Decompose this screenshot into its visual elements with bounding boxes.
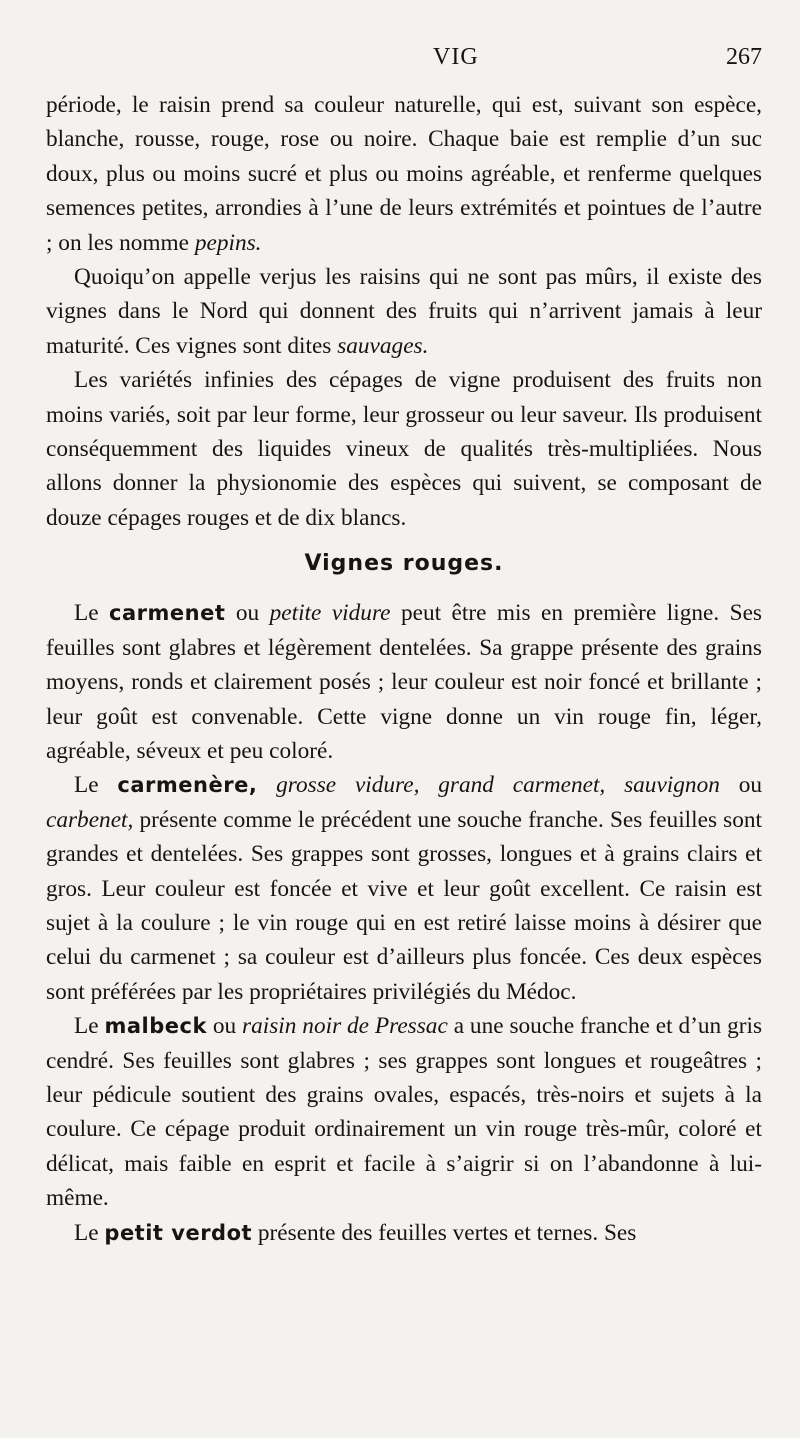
paragraph-verjus xyxy=(46,260,762,363)
variety-aliases: raisin noir de Pressac xyxy=(242,1013,448,1040)
entry-text: peut être mis en première ligne. Ses feuilles sont glabres et légèrement dentelées. Sa grappe présente des grains moyens, ronds et clairement posés ; leur couleur est noir foncé et brillante ; leur goût est convenable. Cette vigne donne un vin rouge fin, léger, agréable, séveux et peu coloré. xyxy=(46,600,762,764)
entry-article: Le xyxy=(74,600,99,627)
entry-carmenere xyxy=(46,768,762,1009)
entry-link-word: ou xyxy=(225,600,270,627)
entry-article: Le xyxy=(74,1013,99,1040)
term-sauvages: sauvages. xyxy=(337,332,429,359)
variety-name: carmenère, xyxy=(117,773,258,798)
paragraph-text: période, le raisin prend sa couleur naturelle, qui est, suivant son espèce, blanche, rousse, rouge, rose ou noire. Chaque baie est remplie d’un suc doux, plus ou moins sucré et plus ou moins agréable, et renferme quelques semences petites, arrondies à l’une de leurs extrémités et pointues de l’autre ; on les nomme xyxy=(46,92,762,256)
entry-malbeck xyxy=(46,1009,762,1215)
entry-text: présente des feuilles vertes et ternes. Ses xyxy=(252,1219,637,1246)
entry-carmenet xyxy=(46,596,762,768)
paragraph-text: Les variétés infinies des cépages de vigne produisent des fruits non moins variés, soit par leur forme, leur grosseur ou leur saveur. Ils produisent conséquemment des liquides vineux de qualités très-multipliées. Nous allons donner la physionomie des espèces qui suivent, se composant de douze cépages rouges et de dix blancs. xyxy=(46,367,762,531)
variety-name: carmenet xyxy=(109,601,226,626)
paragraph-text: Quoiqu’on appelle verjus les raisins qui ne sont pas mûrs, il existe des vignes dans le Nord qui donnent des fruits qui n’arrivent jamais à leur maturité. Ces vignes sont dites xyxy=(46,264,762,359)
entry-petit-verdot xyxy=(46,1216,762,1250)
term-pepins: pepins. xyxy=(194,229,262,256)
variety-aliases: carbenet, xyxy=(46,806,134,833)
variety-aliases: petite vidure xyxy=(269,600,391,627)
running-head-word: VIG xyxy=(433,44,479,70)
entry-link-word: ou xyxy=(719,772,763,799)
entry-link-word: ou xyxy=(206,1013,243,1040)
entry-text: présente comme le précédent une souche franche. Ses feuilles sont grandes et dentelées. Ses grappes sont grosses, longues et à grains clairs et gros. Leur couleur est foncée et vive et leur goût excellent. Ce raisin est sujet à la coulure ; le vin rouge qui en est retiré laisse moins à désirer que celui du carmenet ; sa couleur est d’ailleurs plus foncée. Ces deux espèces sont préférées par les propriétaires privilégiés du Médoc. xyxy=(46,806,762,1005)
entry-text: a une souche franche et d’un gris cendré. Ses feuilles sont glabres ; ses grappes sont longues et rougeâtres ; leur pédicule soutient des grains ovales, espacés, très-noirs et sujets à la coulure. Ce cépage produit ordinairement un vin rouge très-mûr, coloré et délicat, mais faible en esprit et facile à s’aigrir si on l’abandonne à lui-même. xyxy=(46,1013,763,1212)
section-heading: Vignes rouges. xyxy=(304,551,504,577)
running-head xyxy=(46,0,762,88)
variety-name: petit verdot xyxy=(104,1220,253,1245)
variety-name: malbeck xyxy=(104,1014,207,1039)
entry-article: Le xyxy=(74,1219,99,1246)
variety-aliases: grosse vidure, grand carmenet, sauvignon xyxy=(276,772,720,799)
page-number: 267 xyxy=(726,44,762,70)
body-text xyxy=(46,88,762,1250)
paragraph-ripening xyxy=(46,88,762,260)
paragraph-varieties xyxy=(46,363,762,535)
entry-article: Le xyxy=(74,772,99,799)
